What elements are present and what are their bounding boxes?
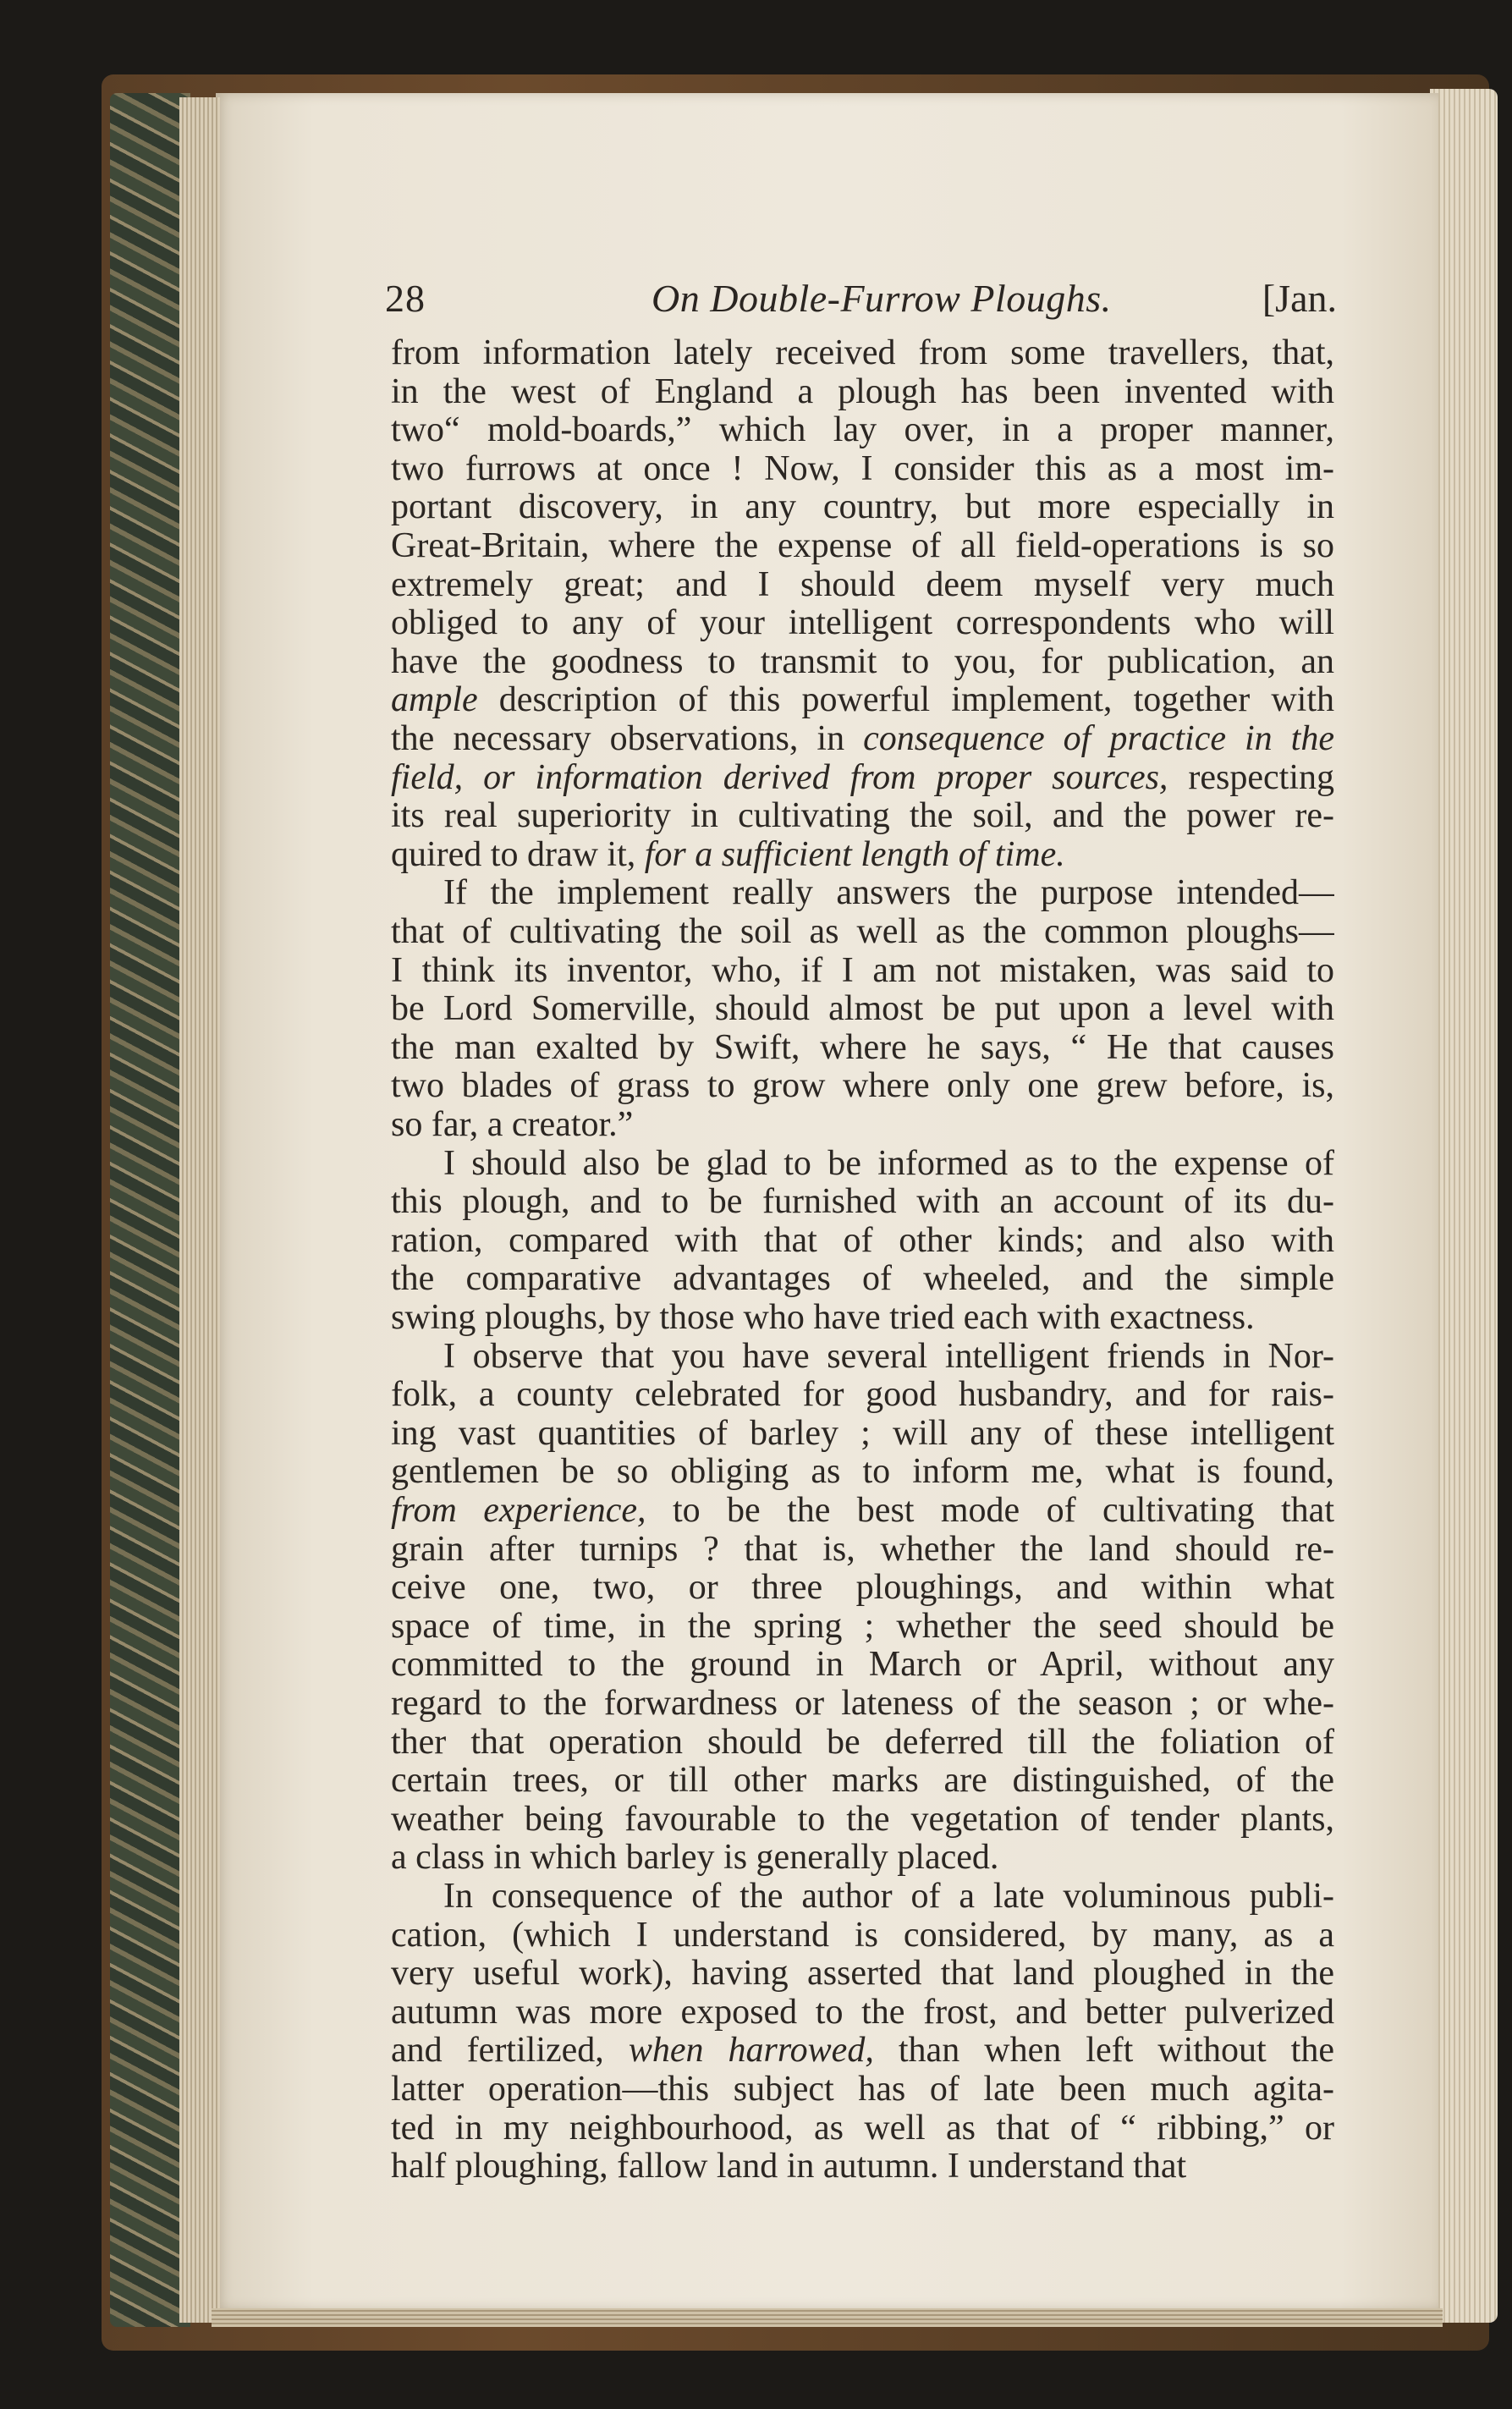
italic-text: for a sufficient length of time.	[644, 835, 1065, 873]
italic-text: when harrowed,	[628, 2032, 874, 2070]
text-line: two furrows at once ! Now, I consider this as a most im-	[391, 449, 1334, 487]
page-number: 28	[385, 277, 426, 320]
marbled-edge	[110, 93, 190, 2327]
text-line: ther that operation should be deferred till the foliation of	[391, 1723, 1334, 1761]
text-line: space of time, in the spring ; whether the seed should be	[391, 1607, 1334, 1645]
text-line: folk, a county celebrated for good husbandry, and for rais-	[391, 1376, 1334, 1414]
text-span: to be the best mode of cultivating that	[646, 1492, 1334, 1529]
text-span: quired to draw it,	[391, 835, 645, 873]
text-line: cation, (which I understand is considered, by many, as a	[391, 1916, 1334, 1954]
text-span: than when left without the	[873, 2032, 1334, 2070]
text-span: and fertilized,	[391, 2032, 629, 2070]
bottom-page-edges	[212, 2308, 1443, 2327]
italic-text: from experience,	[391, 1492, 646, 1529]
text-span: description of this powerful implement, together with	[477, 681, 1334, 719]
running-head-month: [Jan.	[1262, 277, 1337, 320]
text-line: that of cultivating the soil as well as the common ploughs—	[391, 913, 1334, 950]
text-line: obliged to any of your intelligent correspondents who will	[391, 604, 1334, 642]
text-line: in the west of England a plough has been invented with	[391, 372, 1334, 410]
left-page-edges	[179, 97, 220, 2323]
body-text	[391, 334, 1334, 2186]
text-line: In consequence of the author of a late voluminous publi-	[443, 1878, 1334, 1915]
italic-text: field, or information derived from proper sources,	[391, 758, 1168, 796]
text-line: Great-Britain, where the expense of all field-operations is so	[391, 527, 1334, 564]
text-span: the necessary observations, in	[391, 720, 864, 757]
text-line: very useful work), having asserted that land ploughed in the	[391, 1955, 1334, 1993]
text-line: two blades of grass to grow where only one grew before, is,	[391, 1067, 1334, 1105]
text-line: latter operation—this subject has of late been much agita-	[391, 2071, 1334, 2108]
text-line: ing vast quantities of barley ; will any of these intelligent	[391, 1414, 1334, 1452]
text-line	[391, 1492, 1334, 1529]
running-head	[385, 269, 1337, 328]
text-line: be Lord Somerville, should almost be put upon a level with	[391, 990, 1334, 1028]
text-line: I think its inventor, who, if I am not mistaken, was said to	[391, 951, 1334, 989]
text-line: half ploughing, fallow land in autumn. I understand that	[391, 2148, 1187, 2186]
text-line	[391, 836, 1334, 873]
text-line	[391, 720, 1334, 757]
text-line: grain after turnips ? that is, whether the land should re-	[391, 1530, 1334, 1568]
text-line: have the goodness to transmit to you, for publication, an	[391, 642, 1334, 680]
text-line	[391, 681, 1334, 718]
text-line: I observe that you have several intelligent friends in Nor-	[443, 1337, 1334, 1375]
text-line: extremely great; and I should deem myself very much	[391, 565, 1334, 603]
text-line: ted in my neighbourhood, as well as that of “ ribbing,” or	[391, 2109, 1334, 2147]
text-line: swing ploughs, by those who have tried each with exactness.	[391, 1299, 1255, 1336]
text-line	[391, 2032, 1334, 2069]
text-line	[391, 759, 1334, 796]
text-line: weather being favourable to the vegetation of tender plants,	[391, 1800, 1334, 1838]
text-span: respecting	[1168, 758, 1334, 796]
text-line: I should also be glad to be informed as to the expense of	[443, 1144, 1334, 1182]
right-page-edges	[1430, 89, 1498, 2323]
italic-text: ample	[391, 681, 478, 719]
text-line: portant discovery, in any country, but more especially in	[391, 488, 1334, 526]
text-line: from information lately received from some travellers, that,	[391, 334, 1334, 371]
text-line: regard to the forwardness or lateness of the season ; or whe-	[391, 1685, 1334, 1722]
text-line: two“ mold-boards,” which lay over, in a proper manner,	[391, 411, 1334, 449]
text-line: gentlemen be so obliging as to inform me, what is found,	[391, 1453, 1334, 1491]
text-line: this plough, and to be furnished with an account of its du-	[391, 1183, 1334, 1221]
text-line: If the implement really answers the purpose intended—	[443, 874, 1334, 912]
text-line: so far, a creator.”	[391, 1106, 634, 1143]
text-line: ceive one, two, or three ploughings, and within what	[391, 1569, 1334, 1607]
italic-text: consequence of practice in the	[863, 720, 1334, 757]
text-line: committed to the ground in March or April, without any	[391, 1646, 1334, 1684]
text-line: certain trees, or till other marks are distinguished, of the	[391, 1762, 1334, 1800]
text-line: autumn was more exposed to the frost, and better pulverized	[391, 1993, 1334, 2031]
text-line: ration, compared with that of other kinds; and also with	[391, 1221, 1334, 1259]
text-line: the man exalted by Swift, where he says, “ He that causes	[391, 1028, 1334, 1066]
text-line: a class in which barley is generally placed.	[391, 1839, 999, 1877]
text-line: its real superiority in cultivating the soil, and the power re-	[391, 797, 1334, 835]
page-title: On Double-Furrow Ploughs.	[652, 277, 1112, 320]
text-line: the comparative advantages of wheeled, and the simple	[391, 1260, 1334, 1298]
